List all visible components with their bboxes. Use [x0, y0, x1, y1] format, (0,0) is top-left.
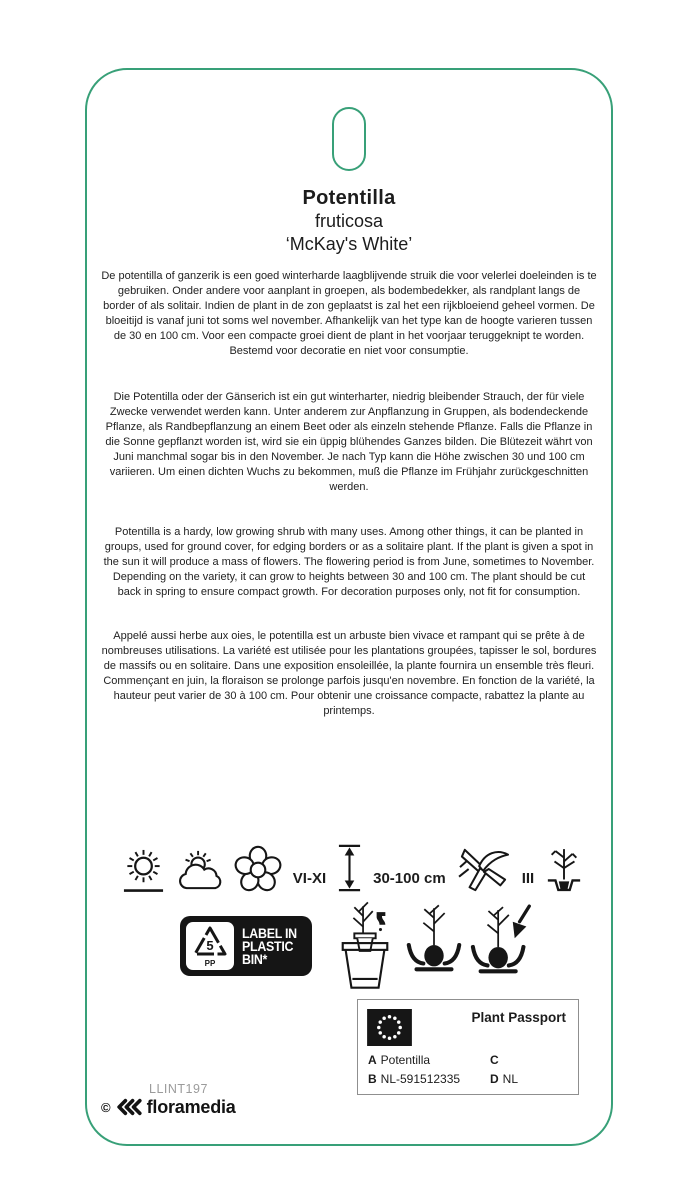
height-range-label: 30-100 cm	[373, 870, 446, 887]
pruning-month-label: III	[521, 870, 535, 887]
plant-genus: Potentilla	[302, 187, 396, 209]
description-english: Potentilla is a hardy, low growing shrub with many uses. Among other things, it can be planted in groups, used for ground cover, for edging borders or as a solitaire plant. If the plant is given a spot in the sun it will produce a mass of flowers. The flowering period is from June, sometimes to November. Depending on the variety, it can grow to heights between 30 and 100 cm. The plant should be cut back in spring to ensure compact growth. For decoration purposes only, not fit for consumption.	[103, 526, 595, 598]
brand-logo	[101, 1098, 236, 1116]
plant-species: fruticosa	[314, 211, 384, 231]
planting-trowel-icon	[469, 900, 539, 992]
passport-row-c	[490, 1053, 503, 1067]
height-icon	[337, 842, 362, 894]
partial-shade-icon	[175, 849, 225, 891]
planting-pictogram-row	[87, 900, 611, 1000]
passport-value-d: NL	[502, 1072, 519, 1086]
passport-letter-a: A	[368, 1053, 377, 1067]
floramedia-leaves-icon	[115, 1098, 143, 1116]
passport-letter-b: B	[368, 1072, 377, 1086]
eu-flag-icon	[367, 1009, 412, 1046]
passport-letter-c: C	[490, 1053, 499, 1067]
copyright-icon: ©	[101, 1099, 111, 1115]
recycle-material: PP	[204, 959, 216, 968]
passport-row-a	[368, 1053, 430, 1067]
recycle-badge	[180, 916, 312, 976]
description-german: Die Potentilla oder der Gänserich ist ein gut winterharter, niedrig bleibender Strauch, der für viele Zwecke verwendet werden kann. Unter anderem zur Anpflanzung in Gruppen, als bodendeckende Pflanze, als Randbepflanzung an einem Beet oder als einzeln stehende Pflanze. Falls die Pflanze in die Sonne gepflanzt worden ist, wird sie ein üppig blühendes Ganzes bilden. Die Blütezeit währt von Juni manchmal sogar bis in den November. Je nach Typ kann die Höhe zwischen 30 und 100 cm variieren. Um einen dichten Wuchs zu bekommen, muß die Pflanze im Frühjahr zurückgeschnitten werden.	[105, 391, 593, 493]
title-block	[87, 186, 611, 256]
plant-passport-title: Plant Passport	[471, 1010, 566, 1025]
recycle-badge-text	[242, 927, 297, 966]
recycle-line-3: BIN*	[242, 951, 268, 967]
passport-row-b	[368, 1072, 460, 1086]
full-sun-icon	[121, 846, 166, 894]
flowering-months-label: VI-XI	[292, 870, 327, 887]
plant-passport-box	[357, 999, 579, 1095]
plant-in-ground-icon	[402, 904, 466, 990]
repot-watering-icon	[334, 900, 396, 992]
recycle-symbol	[186, 922, 234, 970]
pruning-shears-icon	[457, 846, 511, 894]
plant-cultivar: ‘McKay's White’	[285, 234, 413, 254]
brand-name: floramedia	[146, 1097, 236, 1117]
recycle-line-2: PLASTIC	[242, 938, 294, 954]
print-code: LLINT197	[149, 1082, 208, 1096]
description-dutch: De potentilla of ganzerik is een goed winterharde laagblijvende struik die voor velerlei doeleinden is te gebruiken. Onder andere voor aanplant in groepen, als bodembedekker, als randplant langs de border of als solitair. Indien de plant in de zon geplaatst is zal het een rijkbloeiend geheel vormen. De bloeitijd is vanaf juni tot soms wel november. Afhankelijk van het type kan de hoogte varieren tussen de 30 en 100 cm. Voor een compacte groei dient de plant in het voorjaar teruggeknipt te worden. Bestemd voor decoratie en niet voor consumptie.	[101, 270, 597, 357]
recycle-code: 5	[206, 938, 214, 953]
flowering-icon	[234, 844, 282, 894]
plant-label-card	[85, 68, 613, 1146]
care-pictogram-row	[107, 834, 597, 894]
passport-value-b: NL-591512335	[380, 1072, 461, 1086]
passport-letter-d: D	[490, 1072, 499, 1086]
recycle-line-1: LABEL IN	[242, 925, 297, 941]
passport-value-a: Potentilla	[380, 1053, 431, 1067]
hang-hole	[332, 107, 366, 171]
passport-row-d	[490, 1072, 518, 1086]
recycling-triangle-icon	[188, 923, 232, 969]
description-french: Appelé aussi herbe aux oies, le potentilla est un arbuste bien vivace et rampant qui se prête à de nombreuses utilisations. La variété est utilisée pour les plantations groupées, tapisser le sol, bordures de massifs ou en solitaire. Dans une exposition ensoleillée, la plante fournira un ensemble très fleuri. Commençant en juin, la floraison se prolonge parfois jusqu'en novembre. En fonction de la variété, la hauteur peut varier de 30 à 100 cm. Pour obtenir une croissance compacte, rabattez la plante au printemps.	[101, 630, 597, 717]
shrub-icon	[545, 846, 583, 894]
